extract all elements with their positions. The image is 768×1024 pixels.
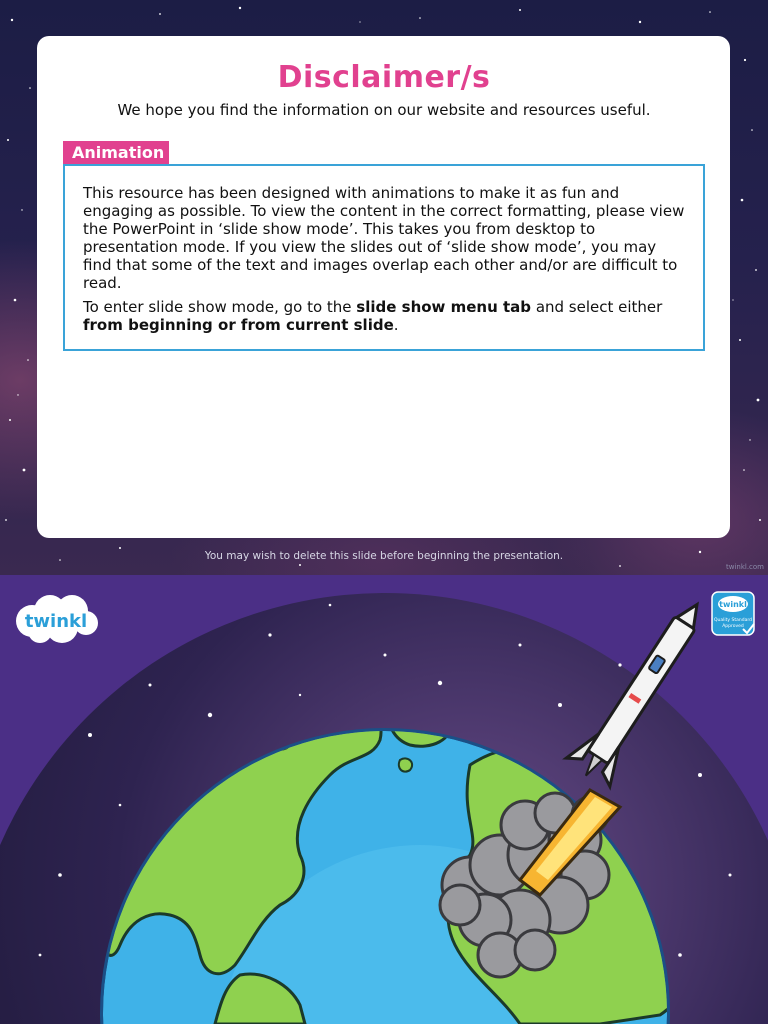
- badge-line-1: Quality Standard: [714, 618, 752, 623]
- info-bold-options: from beginning or from current slide: [83, 316, 394, 334]
- space-scene: [0, 575, 768, 1024]
- info-bold-menu-tab: slide show menu tab: [356, 298, 532, 316]
- quality-badge-icon: [711, 591, 755, 636]
- page-title: Disclaimer/s: [277, 60, 491, 95]
- info-text: To enter slide show mode, go to the: [83, 298, 357, 316]
- logo-text: twinkl: [24, 611, 88, 632]
- twinkl-logo: [14, 593, 98, 645]
- badge-brand: twinkl: [719, 600, 747, 609]
- info-paragraph-2: [83, 298, 685, 334]
- info-text: .: [393, 316, 399, 334]
- credit-text: twinkl.com: [725, 563, 764, 571]
- animations-info-box: [63, 164, 705, 351]
- subtitle: We hope you find the information on our website and resources useful.: [117, 101, 651, 119]
- footnote: You may wish to delete this slide before beginning the presentation.: [204, 550, 564, 562]
- info-text: and select either: [531, 298, 663, 316]
- title-slide: [0, 575, 768, 1024]
- info-paragraph-1: This resource has been designed with animations to make it as fun and engaging as possible. To view the content in the correct formatting, please view the PowerPoint in ‘slide show mode’. This takes you from desktop to presentation mode. If you view the slides out of ‘slide show mode’, you may find that some of the text and images overlap each other and/or are difficult to read.: [83, 184, 685, 292]
- badge-line-2: Approved: [722, 624, 744, 629]
- animations-tab-label: Animation: [63, 141, 169, 164]
